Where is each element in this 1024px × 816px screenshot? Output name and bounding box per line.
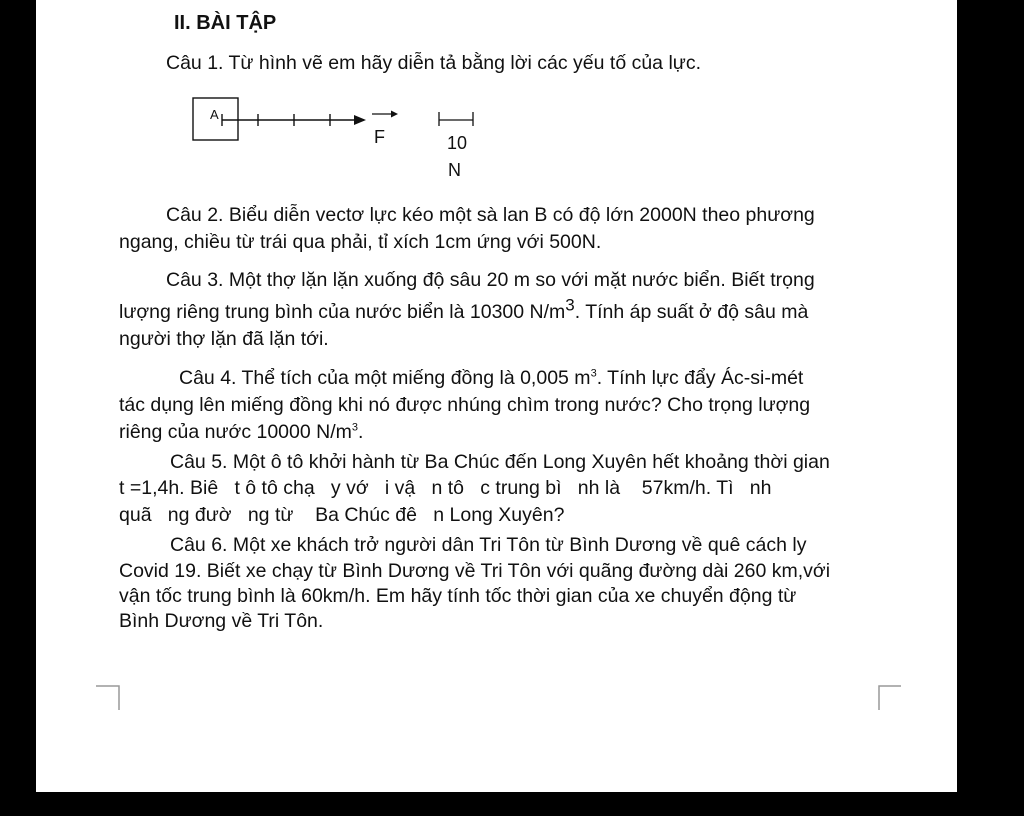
question-5-line-2: t =1,4h. Biê t ô tô chạ y vớ i vậ n tô c trung bì nh là 57km/h. Tì nh [119,477,772,499]
question-4-line-1: Câu 4. Thể tích của một miếng đồng là 0,005 $m^3$. Tính lực đẩy Ác-si-mét [179,367,804,389]
question-5-line-1: Câu 5. Một ô tô khởi hành từ Ba Chúc đến Long Xuyên hết khoảng thời gian [170,451,830,473]
question-6-line-2: Covid 19. Biết xe chạy từ Bình Dương về Tri Tôn với quãng đường dài 260 km,với [119,560,831,582]
f-vector-sign-head [391,111,398,118]
question-5-line-3: quã ng đườ ng từ Ba Chúc đê n Long Xuyên? [119,504,565,526]
force-label: F [374,127,385,147]
question-2-line-1: Câu 2. Biểu diễn vectơ lực kéo một sà lan B có độ lớn 2000N theo phương [166,204,815,226]
question-3-line-1: Câu 3. Một thợ lặn lặn xuống độ sâu 20 m so với mặt nước biển. Biết trọng [166,269,815,291]
question-6-line-1: Câu 6. Một xe khách trở người dân Tri Tôn từ Bình Dương về quê cách ly [170,534,807,556]
document-page [36,0,957,792]
question-4-line-2: tác dụng lên miếng đồng khi nó được nhúng chìm trong nước? Cho trọng lượng [119,394,811,416]
question-6-line-3: vận tốc trung bình là 60km/h. Em hãy tính tốc thời gian của xe chuyển động từ [119,585,797,607]
question-3-line-2: lượng riêng trung bình của nước biển là 10300 $N/m^3$. Tính áp suất ở độ sâu mà [119,295,809,323]
question-6-line-4: Bình Dương về Tri Tôn. [119,610,324,632]
force-arrowhead [354,115,366,125]
question-2-line-2: ngang, chiều từ trái qua phải, tỉ xích 1cm ứng với 500N. [119,231,602,253]
crop-mark-left [96,684,122,710]
question-1: Câu 1. Từ hình vẽ em hãy diễn tả bằng lời các yếu tố của lực. [166,52,701,74]
question-3-line-3: người thợ lặn đã lặn tới. [119,328,329,350]
scale-unit: N [448,160,461,180]
question-4-line-3: riêng của nước 10000 $N/m^3$. [119,421,364,443]
point-label: A [210,107,219,122]
scale-value: 10 [447,133,468,153]
force-diagram [186,90,486,190]
section-title: II. BÀI TẬP [174,12,277,34]
crop-mark-right [876,684,902,710]
